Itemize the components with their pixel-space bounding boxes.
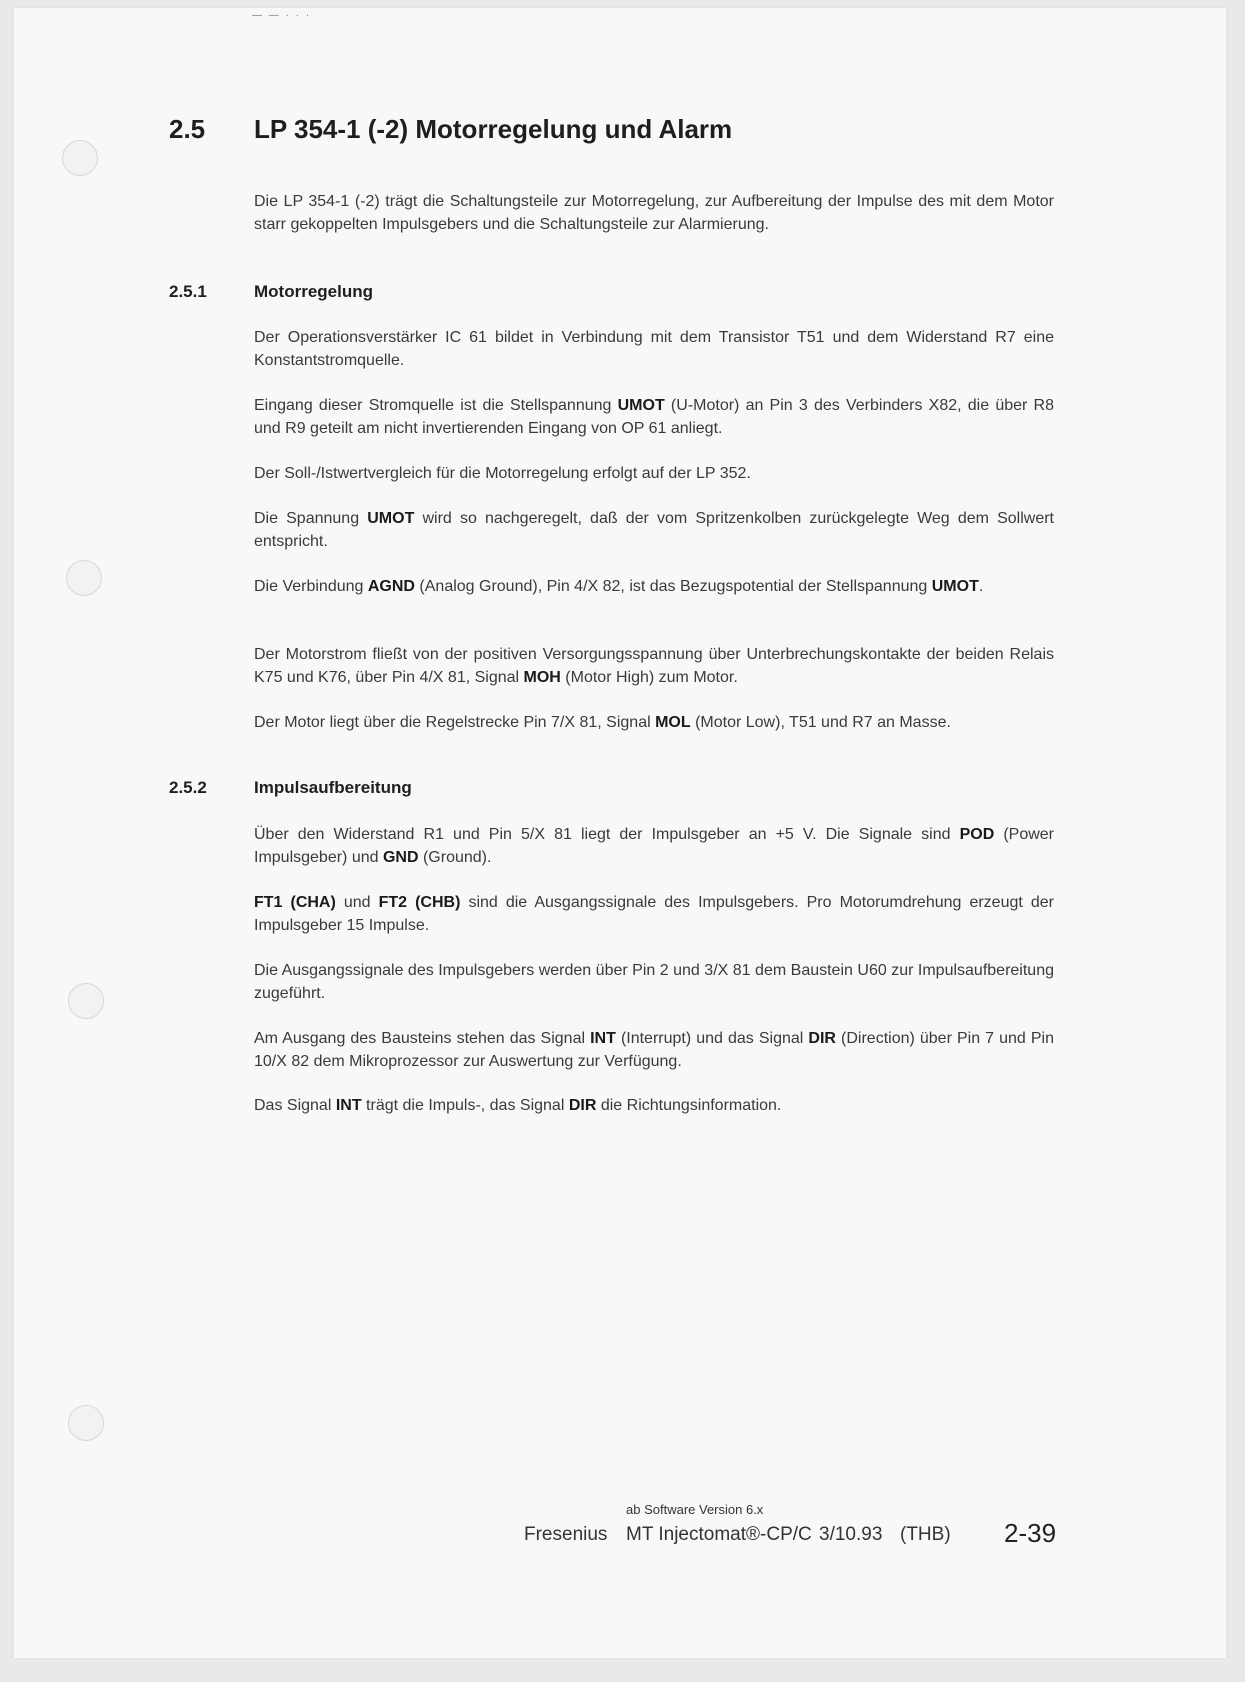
subsection-number: 2.5.1 xyxy=(169,282,207,301)
paragraph: Der Motor liegt über die Regelstrecke Pin 7/X 81, Signal MOL (Motor Low), T51 und R7 an Masse. xyxy=(254,714,951,731)
top-scan-marks: — — · · · xyxy=(252,10,312,21)
section-title: LP 354-1 (-2) Motorregelung und Alarm xyxy=(254,114,733,144)
punch-hole xyxy=(66,560,102,596)
signal-name: UMOT xyxy=(931,578,979,595)
signal-name: GND xyxy=(382,849,419,866)
signal-name: UMOT xyxy=(367,510,415,527)
paragraph: Der Operationsverstärker IC 61 bildet in Verbindung mit dem Transistor T51 und dem Widerstand R7 eine Konstantstromquelle. xyxy=(254,329,1054,369)
footer-date: 3/10.93 xyxy=(819,1524,883,1545)
signal-name: FT2 (CHB) xyxy=(378,894,461,911)
signal-name: MOH xyxy=(523,669,561,686)
section-intro: Die LP 354-1 (-2) trägt die Schaltungsteile zur Motorregelung, zur Aufbereitung der Impulse des mit dem Motor starr gekoppelten Impulsgebers und die Schaltungsteile zur Alarmierung. xyxy=(254,193,1054,233)
signal-name: AGND xyxy=(367,578,415,595)
punch-hole xyxy=(62,140,98,176)
subsection-number: 2.5.2 xyxy=(169,778,207,797)
signal-name: UMOT xyxy=(617,397,665,414)
paragraph: Der Motorstrom fließt von der positiven Versorgungsspannung über Unterbrechungskontakte der beiden Relais K75 und K76, über Pin 4/X 81, Signal MOH (Motor High) zum Motor. xyxy=(254,646,1054,686)
footer-author: (THB) xyxy=(900,1524,951,1545)
paragraph: Das Signal INT trägt die Impuls-, das Signal DIR die Richtungsinformation. xyxy=(254,1097,782,1114)
software-version: ab Software Version 6.x xyxy=(626,1502,764,1517)
signal-name: INT xyxy=(590,1030,616,1047)
footer-company: Fresenius xyxy=(524,1524,608,1545)
paragraph: Der Soll-/Istwertvergleich für die Motorregelung erfolgt auf der LP 352. xyxy=(254,465,751,482)
paragraph: FT1 (CHA) und FT2 (CHB) sind die Ausgangssignale des Impulsgebers. Pro Motorumdrehung erzeugt der Impulsgeber 15 Impulse. xyxy=(254,894,1054,934)
document-page xyxy=(14,8,1226,1658)
page-number: 2-39 xyxy=(1004,1518,1057,1548)
signal-name: DIR xyxy=(808,1030,836,1047)
paragraph: Eingang dieser Stromquelle ist die Stellspannung UMOT (U-Motor) an Pin 3 des Verbinders X82, die über R8 und R9 geteilt am nicht invertierenden Eingang von OP 61 anliegt. xyxy=(254,397,1054,437)
signal-name: POD xyxy=(959,826,995,843)
signal-name: MOL xyxy=(655,714,691,731)
paragraph: Am Ausgang des Bausteins stehen das Signal INT (Interrupt) und das Signal DIR (Direction) über Pin 7 und Pin 10/X 82 dem Mikroprozessor zur Auswertung zur Verfügung. xyxy=(254,1030,1054,1070)
paragraph: Über den Widerstand R1 und Pin 5/X 81 liegt der Impulsgeber an +5 V. Die Signale sind POD (Power Impulsgeber) und GND (Ground). xyxy=(254,826,1055,866)
punch-hole xyxy=(68,1405,104,1441)
signal-name: FT1 (CHA) xyxy=(254,894,336,911)
signal-name: DIR xyxy=(568,1097,597,1114)
signal-name: INT xyxy=(335,1097,362,1114)
section-number: 2.5 xyxy=(169,114,206,144)
subsection-title: Motorregelung xyxy=(254,282,373,301)
paragraph: Die Ausgangssignale des Impulsgebers werden über Pin 2 und 3/X 81 dem Baustein U60 zur Impulsaufbereitung zugeführt. xyxy=(254,962,1054,1002)
paragraph: Die Spannung UMOT wird so nachgeregelt, daß der vom Spritzenkolben zurückgelegte Weg dem Sollwert entspricht. xyxy=(254,510,1054,550)
paragraph: Die Verbindung AGND (Analog Ground), Pin 4/X 82, ist das Bezugspotential der Stellspannung UMOT. xyxy=(254,578,984,595)
footer-product: MT Injectomat®-CP/C xyxy=(626,1524,812,1545)
subsection-title: Impulsaufbereitung xyxy=(254,778,412,797)
punch-hole xyxy=(68,983,104,1019)
